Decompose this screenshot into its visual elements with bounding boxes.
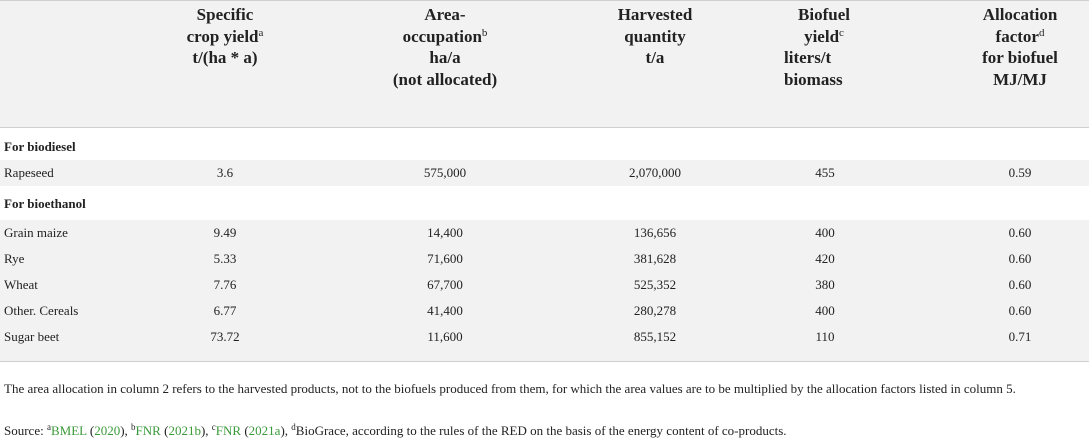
allocation-value: 0.60 xyxy=(1008,277,1032,292)
harvest-value: 525,352 xyxy=(633,277,677,292)
allocation-value: 0.60 xyxy=(1008,251,1032,266)
harvest-value: 381,628 xyxy=(633,251,677,266)
biofuel-yield-value: 110 xyxy=(815,329,835,344)
crop-name: Grain maize xyxy=(4,225,68,240)
area-value: 67,700 xyxy=(427,277,463,292)
harvest-value: 136,656 xyxy=(633,225,677,240)
header-crop-yield: Specific crop yield$^a$ t/(ha * a) xyxy=(186,5,264,67)
biofuel-yield-value: 400 xyxy=(815,303,835,318)
area-value: 575,000 xyxy=(423,165,467,180)
footnote-text: The area allocation in column 2 refers to the harvested products, not to the biofuels produced from them, for which the area values are to be multiplied by the allocation factors listed in column 5. xyxy=(4,381,1016,396)
allocation-value: 0.60 xyxy=(1008,303,1032,318)
ref-fnr-b-link[interactable]: FNR xyxy=(135,423,161,438)
harvest-value: 855,152 xyxy=(633,329,677,344)
crop-name: Rapeseed xyxy=(4,165,54,180)
ref-bmel-year[interactable]: 2020 xyxy=(94,423,121,438)
ref-fnr-b-year[interactable]: 2021b xyxy=(168,423,201,438)
header-allocation-factor: Allocation factor$^d$ for biofuel MJ/MJ xyxy=(982,5,1058,89)
table-row xyxy=(0,160,1089,186)
crop-name: Other. Cereals xyxy=(4,303,79,318)
crop-yield-value: 5.33 xyxy=(213,251,237,266)
table-row xyxy=(0,246,1089,272)
source-label: Source: xyxy=(4,423,44,438)
ref-biograce-text: BioGrace, according to the rules of the RED on the basis of the energy content of co-products. xyxy=(295,423,787,438)
ref-bmel-link[interactable]: BMEL xyxy=(50,423,87,438)
ref-fnr-a-link[interactable]: FNR xyxy=(215,423,242,438)
crop-name: Sugar beet xyxy=(4,329,60,344)
crop-name: Wheat xyxy=(4,277,38,292)
area-value: 41,400 xyxy=(427,303,463,318)
source-line: Source: $^a$BMEL (2020), $^b$FNR (2021b), $^c$FNR (2021a), $^d$BioGrace, according to the rules of the RED on the basis of the energy content of co-products. xyxy=(4,422,787,438)
crop-name: Rye xyxy=(4,251,25,266)
table-row xyxy=(0,220,1089,246)
crop-yield-value: 73.72 xyxy=(210,329,240,344)
allocation-value: 0.59 xyxy=(1008,165,1032,180)
ref-fnr-a-year[interactable]: 2021a xyxy=(248,423,281,438)
section-biodiesel: For biodiesel xyxy=(4,139,76,154)
table-row xyxy=(0,272,1089,298)
crop-yield-value: 7.76 xyxy=(213,277,237,292)
allocation-value: 0.60 xyxy=(1008,225,1032,240)
area-value: 11,600 xyxy=(427,329,463,344)
header-area-occupation: Area- occupation$^b$ ha/a (not allocated) xyxy=(392,5,498,89)
biofuel-yield-value: 380 xyxy=(815,277,835,292)
header-harvested-quantity: Harvested quantity t/a xyxy=(617,5,693,67)
crop-yield-value: 3.6 xyxy=(216,165,234,180)
biofuel-yield-value: 455 xyxy=(815,165,835,180)
header-biofuel-yield: Biofuel yield$^c$ liters/t biomass xyxy=(784,5,850,89)
biofuel-yield-value: 420 xyxy=(815,251,835,266)
allocation-value: 0.71 xyxy=(1008,329,1032,344)
table-row xyxy=(0,298,1089,324)
area-value: 14,400 xyxy=(427,225,463,240)
harvest-value: 280,278 xyxy=(633,303,677,318)
crop-yield-value: 9.49 xyxy=(213,225,237,240)
table-row xyxy=(0,324,1089,362)
harvest-value: 2,070,000 xyxy=(629,165,681,180)
biofuel-yield-value: 400 xyxy=(815,225,835,240)
crop-yield-value: 6.77 xyxy=(213,303,237,318)
section-bioethanol: For bioethanol xyxy=(4,196,86,211)
area-value: 71,600 xyxy=(427,251,463,266)
